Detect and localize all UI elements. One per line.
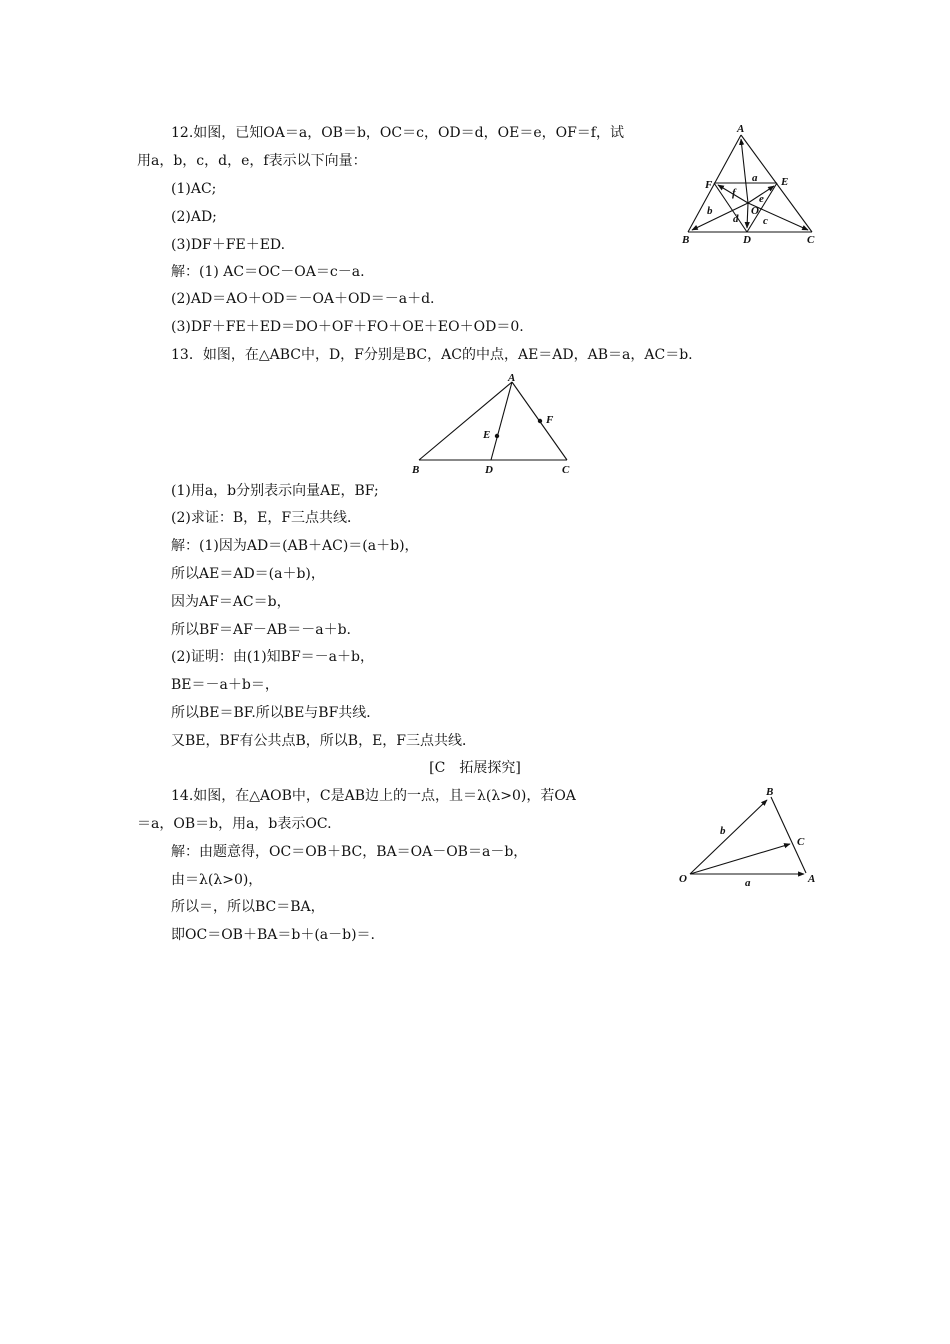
p13-line-6: 因为AF＝AC＝b， [171, 594, 291, 610]
p13-line-7: 所以BF＝AF－AB＝－a＋b. [171, 622, 351, 638]
p13-fig-label-A: A [508, 372, 516, 384]
p13-line-2: (1)用a，b分别表示向量AE，BF; [171, 483, 379, 499]
p14-fig-label-O: O [679, 873, 687, 885]
p12-line-8: (3)DF＋FE＋ED＝DO＋OF＋FO＋OE＋EO＋OD＝0. [171, 319, 524, 335]
p12-fig-label-A: A [737, 123, 745, 135]
p14-line-1: 14.如图，在△AOB中，C是AB边上的一点，且＝λ(λ>0)，若OA [171, 788, 576, 804]
p12-fig-label-D: D [743, 234, 751, 246]
p13-line-4: 解：(1)因为AD＝(AB＋AC)＝(a＋b)， [171, 538, 419, 554]
p12-line-5: (3)DF＋FE＋ED. [171, 237, 286, 253]
p14-line-3: 解：由题意得，OC＝OB＋BC，BA＝OA－OB＝a－b， [171, 844, 528, 860]
p12-fig-label-a: a [752, 172, 758, 184]
p14-fig-label-A: A [808, 873, 816, 885]
p12-line-6: 解：(1) AC＝OC－OA＝c－a. [171, 264, 365, 280]
p13-line-9: BE＝－a＋b＝， [171, 677, 279, 693]
p14-fig-label-a: a [745, 877, 751, 889]
p12-fig-label-b: b [707, 205, 713, 217]
p12-line-4: (2)AD; [171, 209, 217, 225]
p13-line-10: 所以BE＝BF.所以BE与BF共线． [171, 705, 381, 721]
p12-line-3: (1)AC; [171, 181, 217, 197]
p12-fig-label-f: f [732, 187, 736, 199]
p12-line-7: (2)AD＝AO＋OD＝－OA＋OD＝－a＋d. [171, 291, 435, 307]
p14-fig-label-b: b [720, 825, 726, 837]
p13-line-3: (2)求证：B，E，F三点共线． [171, 510, 362, 526]
p14-line-2: ＝a，OB＝b，用a，b表示OC. [137, 816, 332, 832]
p14-fig-label-C: C [797, 836, 805, 848]
p12-line-2: 用a，b，c，d，e，f表示以下向量： [137, 153, 367, 169]
section-heading: [C 拓展探究] [429, 760, 521, 776]
p12-fig-label-F: F [705, 179, 713, 191]
p13-fig-label-B: B [412, 464, 420, 476]
p12-fig-label-C: C [807, 234, 815, 246]
p12-fig-label-d: d [733, 213, 739, 225]
p12-line-1: 12.如图，已知OA＝a，OB＝b，OC＝c，OD＝d，OE＝e，OF＝f，试 [171, 125, 624, 141]
p13-line-1: 13．如图，在△ABC中，D，F分别是BC，AC的中点，AE＝AD，AB＝a，AC＝b. [171, 347, 693, 363]
p14-line-5: 所以＝，所以BC＝BA， [171, 899, 325, 915]
p13-fig-label-C: C [562, 464, 570, 476]
p12-fig-label-c: c [763, 215, 768, 227]
p13-fig-label-F: F [546, 414, 554, 426]
p13-line-5: 所以AE＝AD＝(a＋b)， [171, 566, 325, 582]
p14-line-4: 由＝λ(λ>0)， [171, 872, 263, 888]
p13-fig-label-E: E [483, 429, 491, 441]
p13-line-8: (2)证明：由(1)知BF＝－a＋b， [171, 649, 374, 665]
p12-fig-label-B: B [682, 234, 690, 246]
p12-fig-label-e: e [759, 193, 764, 205]
p13-fig-label-D: D [485, 464, 493, 476]
p12-fig-label-E: E [781, 176, 789, 188]
p13-line-11: 又BE，BF有公共点B，所以B，E，F三点共线． [171, 733, 477, 749]
p14-line-6: 即OC＝OB＋BA＝b＋(a－b)＝. [171, 927, 375, 943]
p12-fig-label-O: O [751, 205, 759, 217]
p14-fig-label-B: B [766, 786, 774, 798]
